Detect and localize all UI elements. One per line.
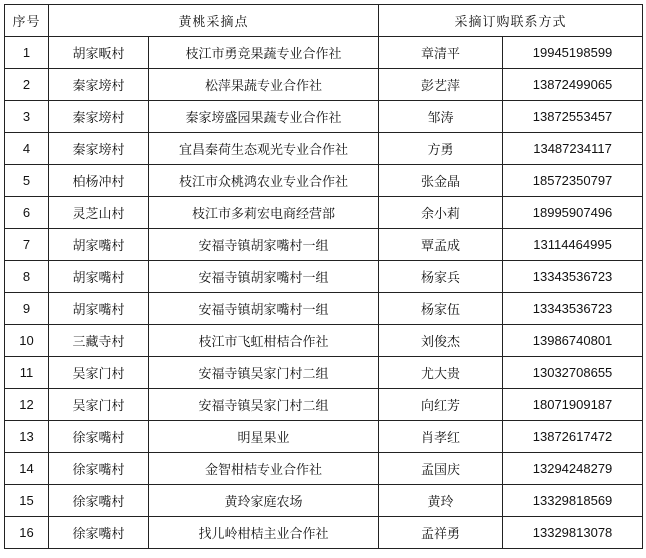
- cell-phone: 13294248279: [503, 453, 643, 485]
- cell-point: 枝江市众桃鸿农业专业合作社: [149, 165, 379, 197]
- cell-index: 14: [5, 453, 49, 485]
- cell-index: 13: [5, 421, 49, 453]
- cell-index: 7: [5, 229, 49, 261]
- cell-index: 11: [5, 357, 49, 389]
- cell-person: 余小莉: [379, 197, 503, 229]
- table-row: [5, 357, 643, 389]
- cell-index: 2: [5, 69, 49, 101]
- cell-village: 徐家嘴村: [49, 485, 149, 517]
- cell-person: 章清平: [379, 37, 503, 69]
- cell-person: 彭艺萍: [379, 69, 503, 101]
- cell-person: 肖孝红: [379, 421, 503, 453]
- cell-point: 黄玲家庭农场: [149, 485, 379, 517]
- cell-person: 孟国庆: [379, 453, 503, 485]
- cell-village: 胡家畈村: [49, 37, 149, 69]
- cell-village: 秦家塝村: [49, 101, 149, 133]
- table-row: [5, 69, 643, 101]
- table-row: [5, 485, 643, 517]
- cell-village: 徐家嘴村: [49, 421, 149, 453]
- table-row: [5, 165, 643, 197]
- cell-point: 秦家塝盛园果蔬专业合作社: [149, 101, 379, 133]
- cell-phone: 18572350797: [503, 165, 643, 197]
- cell-phone: 13329818569: [503, 485, 643, 517]
- cell-phone: 13329813078: [503, 517, 643, 549]
- table-row: [5, 101, 643, 133]
- cell-village: 胡家嘴村: [49, 229, 149, 261]
- cell-index: 1: [5, 37, 49, 69]
- cell-point: 安福寺镇吴家门村二组: [149, 389, 379, 421]
- cell-village: 徐家嘴村: [49, 453, 149, 485]
- cell-point: 宜昌秦荷生态观光专业合作社: [149, 133, 379, 165]
- cell-point: 枝江市飞虹柑桔合作社: [149, 325, 379, 357]
- cell-phone: 18995907496: [503, 197, 643, 229]
- cell-village: 灵芝山村: [49, 197, 149, 229]
- cell-phone: 13872553457: [503, 101, 643, 133]
- cell-person: 杨家伍: [379, 293, 503, 325]
- table-row: [5, 421, 643, 453]
- cell-point: 安福寺镇胡家嘴村一组: [149, 229, 379, 261]
- cell-phone: 13032708655: [503, 357, 643, 389]
- cell-index: 4: [5, 133, 49, 165]
- cell-phone: 19945198599: [503, 37, 643, 69]
- table-row: [5, 133, 643, 165]
- table-row: [5, 325, 643, 357]
- cell-village: 柏杨冲村: [49, 165, 149, 197]
- cell-village: 胡家嘴村: [49, 261, 149, 293]
- table-row: [5, 389, 643, 421]
- cell-village: 吴家门村: [49, 389, 149, 421]
- cell-person: 向红芳: [379, 389, 503, 421]
- cell-index: 5: [5, 165, 49, 197]
- table-row: [5, 261, 643, 293]
- table-body: [5, 37, 643, 549]
- cell-person: 刘俊杰: [379, 325, 503, 357]
- cell-index: 9: [5, 293, 49, 325]
- cell-village: 徐家嘴村: [49, 517, 149, 549]
- cell-index: 12: [5, 389, 49, 421]
- cell-village: 胡家嘴村: [49, 293, 149, 325]
- cell-phone: 18071909187: [503, 389, 643, 421]
- cell-point: 明星果业: [149, 421, 379, 453]
- cell-index: 16: [5, 517, 49, 549]
- cell-point: 枝江市多莉宏电商经营部: [149, 197, 379, 229]
- cell-point: 安福寺镇吴家门村二组: [149, 357, 379, 389]
- cell-phone: 13343536723: [503, 261, 643, 293]
- cell-person: 方勇: [379, 133, 503, 165]
- cell-person: 孟祥勇: [379, 517, 503, 549]
- cell-phone: 13872617472: [503, 421, 643, 453]
- table-row: [5, 293, 643, 325]
- table-row: [5, 37, 643, 69]
- cell-person: 张金晶: [379, 165, 503, 197]
- cell-village: 三藏寺村: [49, 325, 149, 357]
- cell-person: 邹涛: [379, 101, 503, 133]
- cell-point: 金智柑桔专业合作社: [149, 453, 379, 485]
- cell-point: 找儿岭柑桔主业合作社: [149, 517, 379, 549]
- cell-index: 10: [5, 325, 49, 357]
- cell-index: 15: [5, 485, 49, 517]
- cell-person: 黄玲: [379, 485, 503, 517]
- cell-point: 枝江市勇竞果蔬专业合作社: [149, 37, 379, 69]
- cell-phone: 13487234117: [503, 133, 643, 165]
- cell-index: 3: [5, 101, 49, 133]
- table-row: [5, 197, 643, 229]
- header-contact: 采摘订购联系方式: [379, 5, 643, 37]
- cell-point: 安福寺镇胡家嘴村一组: [149, 261, 379, 293]
- cell-phone: 13343536723: [503, 293, 643, 325]
- table-row: [5, 229, 643, 261]
- cell-person: 覃孟成: [379, 229, 503, 261]
- peach-picking-table: [4, 4, 643, 549]
- cell-phone: 13872499065: [503, 69, 643, 101]
- table-row: [5, 517, 643, 549]
- cell-index: 6: [5, 197, 49, 229]
- cell-phone: 13114464995: [503, 229, 643, 261]
- cell-point: 松萍果蔬专业合作社: [149, 69, 379, 101]
- header-index: 序号: [5, 5, 49, 37]
- cell-index: 8: [5, 261, 49, 293]
- cell-phone: 13986740801: [503, 325, 643, 357]
- header-pick-point: 黄桃采摘点: [49, 5, 379, 37]
- cell-village: 秦家塝村: [49, 133, 149, 165]
- cell-village: 秦家塝村: [49, 69, 149, 101]
- header-row: [5, 5, 643, 37]
- cell-person: 杨家兵: [379, 261, 503, 293]
- cell-village: 吴家门村: [49, 357, 149, 389]
- cell-point: 安福寺镇胡家嘴村一组: [149, 293, 379, 325]
- cell-person: 尤大贵: [379, 357, 503, 389]
- table-row: [5, 453, 643, 485]
